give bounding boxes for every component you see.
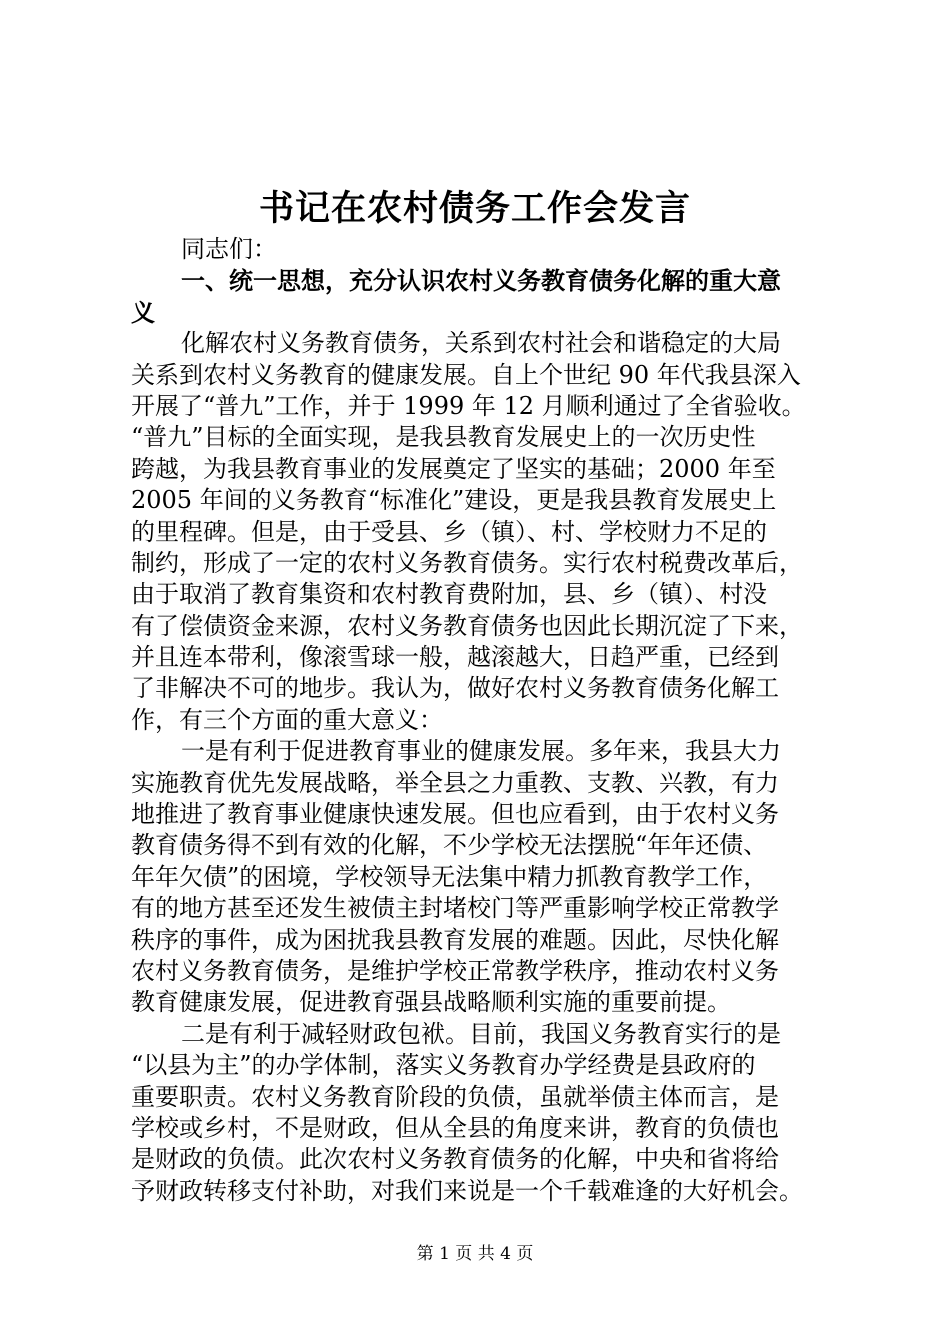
paragraph-line: 2005 年间的义务教育“标准化”建设，更是我县教育发展史上 xyxy=(131,486,777,515)
paragraph-line: 农村义务教育债务，是维护学校正常教学秩序，推动农村义务 xyxy=(131,956,779,985)
section-heading: 义 xyxy=(131,297,155,327)
page-footer: 第 1 页 共 4 页 xyxy=(416,1244,534,1264)
paragraph-line: 关系到农村义务教育的健康发展。自上个世纪 90 年代我县深入 xyxy=(131,360,801,389)
paragraph-line: 的里程碑。但是，由于受县、乡（镇）、村、学校财力不足的 xyxy=(131,517,767,546)
paragraph-line: 教育健康发展，促进教育强县战略顺利实施的重要前提。 xyxy=(131,988,731,1017)
document-title: 书记在农村债务工作会发言 xyxy=(258,188,691,229)
document-body xyxy=(131,234,831,1207)
salutation: 同志们： xyxy=(181,235,277,263)
paragraph-line: 制约，形成了一定的农村义务教育债务。实行农村税费改革后， xyxy=(131,548,803,577)
paragraph-line: 有的地方甚至还发生被债主封堵校门等严重影响学校正常教学 xyxy=(131,894,779,923)
paragraph-line: 化解农村义务教育债务，关系到农村社会和谐稳定的大局 xyxy=(181,329,781,358)
paragraph-line: 学校或乡村，不是财政，但从全县的角度来讲，教育的负债也 xyxy=(131,1113,779,1142)
paragraph-line: 作，有三个方面的重大意义： xyxy=(131,705,443,734)
paragraph-line: 二是有利于减轻财政包袱。目前，我国义务教育实行的是 xyxy=(181,1019,781,1048)
paragraph-line: 一是有利于促进教育事业的健康发展。多年来，我县大力 xyxy=(181,737,781,766)
paragraph-line: 实施教育优先发展战略，举全县之力重教、支教、兴教，有力 xyxy=(131,768,779,797)
paragraph-line: 开展了“普九”工作，并于 1999 年 12 月顺利通过了全省验收。 xyxy=(131,391,806,420)
paragraph-line: “以县为主”的办学体制，落实义务教育办学经费是县政府的 xyxy=(131,1051,756,1080)
paragraph-line: 跨越，为我县教育事业的发展奠定了坚实的基础；2000 年至 xyxy=(131,454,776,483)
section-heading: 一、统一思想，充分认识农村义务教育债务化解的重大意 xyxy=(181,266,781,296)
paragraph-line: 秩序的事件，成为困扰我县教育发展的难题。因此，尽快化解 xyxy=(131,925,779,954)
paragraph-line: 了非解决不可的地步。我认为，做好农村义务教育债务化解工 xyxy=(131,674,779,703)
paragraph-line: 地推进了教育事业健康快速发展。但也应看到，由于农村义务 xyxy=(131,800,779,829)
paragraph-line: 并且连本带利，像滚雪球一般，越滚越大，日趋严重，已经到 xyxy=(131,643,779,672)
paragraph-line: 重要职责。农村义务教育阶段的负债，虽就举债主体而言，是 xyxy=(131,1082,779,1111)
paragraph-line: 由于取消了教育集资和农村教育费附加，县、乡（镇）、村没 xyxy=(131,580,767,609)
paragraph-line: 予财政转移支付补助，对我们来说是一个千载难逢的大好机会。 xyxy=(131,1176,803,1205)
paragraph-line: 有了偿债资金来源，农村义务教育债务也因此长期沉淀了下来， xyxy=(131,611,803,640)
paragraph-line: 是财政的负债。此次农村义务教育债务的化解，中央和省将给 xyxy=(131,1145,779,1174)
paragraph-line: “普九”目标的全面实现，是我县教育发展史上的一次历史性 xyxy=(131,423,756,452)
paragraph-line: 年年欠债”的困境，学校领导无法集中精力抓教育教学工作， xyxy=(131,862,768,891)
paragraph-line: 教育债务得不到有效的化解，不少学校无法摆脱“年年还债、 xyxy=(131,831,768,860)
